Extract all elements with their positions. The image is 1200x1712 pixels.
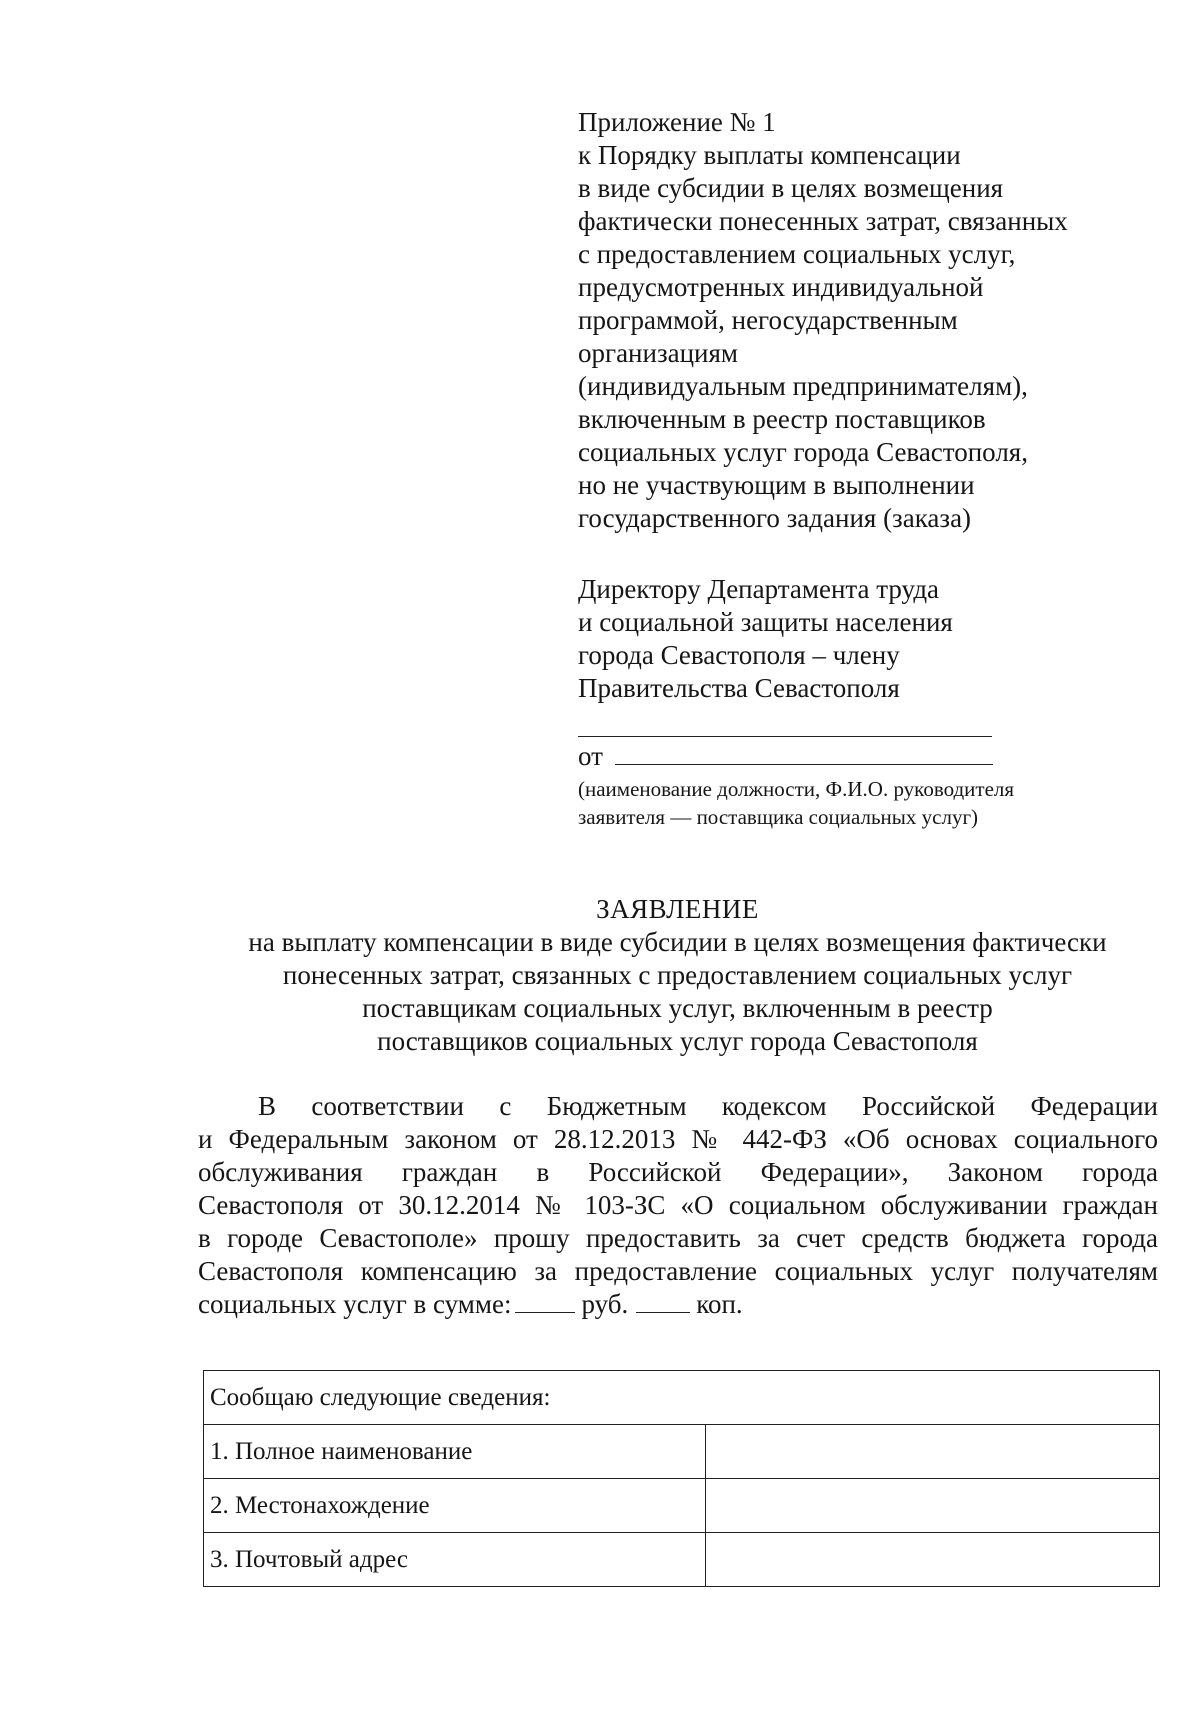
table-row bbox=[204, 1479, 1160, 1533]
statement-title: ЗАЯВЛЕНИЕ bbox=[596, 894, 759, 924]
body-line: Севастополя компенсацию за предоставление социальных услуг получателям bbox=[198, 1256, 1158, 1286]
statement-subtitle bbox=[0, 926, 1200, 1058]
body-paragraph bbox=[198, 1090, 1158, 1321]
appendix-line: (индивидуальным предпринимателям), bbox=[578, 371, 1028, 401]
table-row bbox=[204, 1425, 1160, 1479]
body-line-amount bbox=[198, 1288, 1158, 1321]
body-line: и Федеральным законом от 28.12.2013 № 442-ФЗ «Об основах социального bbox=[198, 1124, 1158, 1154]
rub-label: руб. bbox=[581, 1289, 629, 1319]
appendix-line: социальных услуг города Севастополя, bbox=[578, 437, 1028, 467]
kop-blank[interactable] bbox=[636, 1290, 690, 1313]
row-label: 2. Местонахождение bbox=[204, 1479, 706, 1533]
from-fill-line[interactable] bbox=[615, 742, 993, 765]
from-prefix: от bbox=[578, 741, 603, 771]
from-note-line: (наименование должности, Ф.И.О. руководителя bbox=[578, 777, 1015, 801]
appendix-line: в виде субсидии в целях возмещения bbox=[578, 173, 1004, 203]
appendix-line: организациям bbox=[578, 338, 739, 368]
appendix-line: программой, негосударственным bbox=[578, 305, 958, 335]
table-header: Сообщаю следующие сведения: bbox=[204, 1371, 1160, 1425]
from-note-line: заявителя — поставщика социальных услуг) bbox=[578, 805, 979, 829]
row-label: 1. Полное наименование bbox=[204, 1425, 706, 1479]
info-table bbox=[203, 1370, 1160, 1587]
amount-prefix: социальных услуг в сумме: bbox=[198, 1289, 512, 1319]
addressee-block bbox=[578, 573, 1138, 705]
row-value[interactable] bbox=[706, 1533, 1160, 1587]
appendix-line: с предоставлением социальных услуг, bbox=[578, 239, 1016, 269]
appendix-line: государственного задания (заказа) bbox=[578, 503, 972, 533]
appendix-line: включенным в реестр поставщиков bbox=[578, 404, 986, 434]
appendix-line: фактически понесенных затрат, связанных bbox=[578, 206, 1068, 236]
kop-label: коп. bbox=[696, 1289, 743, 1319]
addressee-line: Директору Департамента труда bbox=[578, 574, 940, 604]
rub-blank[interactable] bbox=[515, 1290, 575, 1313]
subtitle-line: на выплату компенсации в виде субсидии в целях возмещения фактически bbox=[248, 927, 1107, 957]
appendix-line: предусмотренных индивидуальной bbox=[578, 272, 984, 302]
body-line: В соответствии с Бюджетным кодексом Российской Федерации bbox=[258, 1091, 1158, 1121]
addressee-line: Правительства Севастополя bbox=[578, 673, 900, 703]
row-value[interactable] bbox=[706, 1479, 1160, 1533]
body-line: в городе Севастополе» прошу предоставить за счет средств бюджета города bbox=[198, 1223, 1158, 1253]
row-value[interactable] bbox=[706, 1425, 1160, 1479]
table-row bbox=[204, 1533, 1160, 1587]
body-line: Севастополя от 30.12.2014 № 103-ЗС «О социальном обслуживании граждан bbox=[198, 1190, 1158, 1220]
from-note bbox=[578, 775, 1014, 831]
appendix-line: к Порядку выплаты компенсации bbox=[578, 140, 961, 170]
appendix-line: Приложение № 1 bbox=[578, 107, 776, 137]
subtitle-line: поставщиков социальных услуг города Севастополя bbox=[377, 1026, 978, 1056]
body-line: обслуживания граждан в Российской Федерации», Законом города bbox=[198, 1157, 1158, 1187]
from-row bbox=[578, 740, 993, 773]
addressee-line: и социальной защиты населения bbox=[578, 607, 953, 637]
blank-fill-line[interactable] bbox=[578, 736, 992, 737]
table-header-row bbox=[204, 1371, 1160, 1425]
subtitle-line: поставщикам социальных услуг, включенным в реестр bbox=[362, 993, 993, 1023]
subtitle-line: понесенных затрат, связанных с предоставлением социальных услуг bbox=[282, 960, 1073, 990]
addressee-line: города Севастополя – члену bbox=[578, 640, 900, 670]
appendix-header bbox=[578, 106, 1138, 535]
appendix-line: но не участвующим в выполнении bbox=[578, 470, 975, 500]
row-label: 3. Почтовый адрес bbox=[204, 1533, 706, 1587]
